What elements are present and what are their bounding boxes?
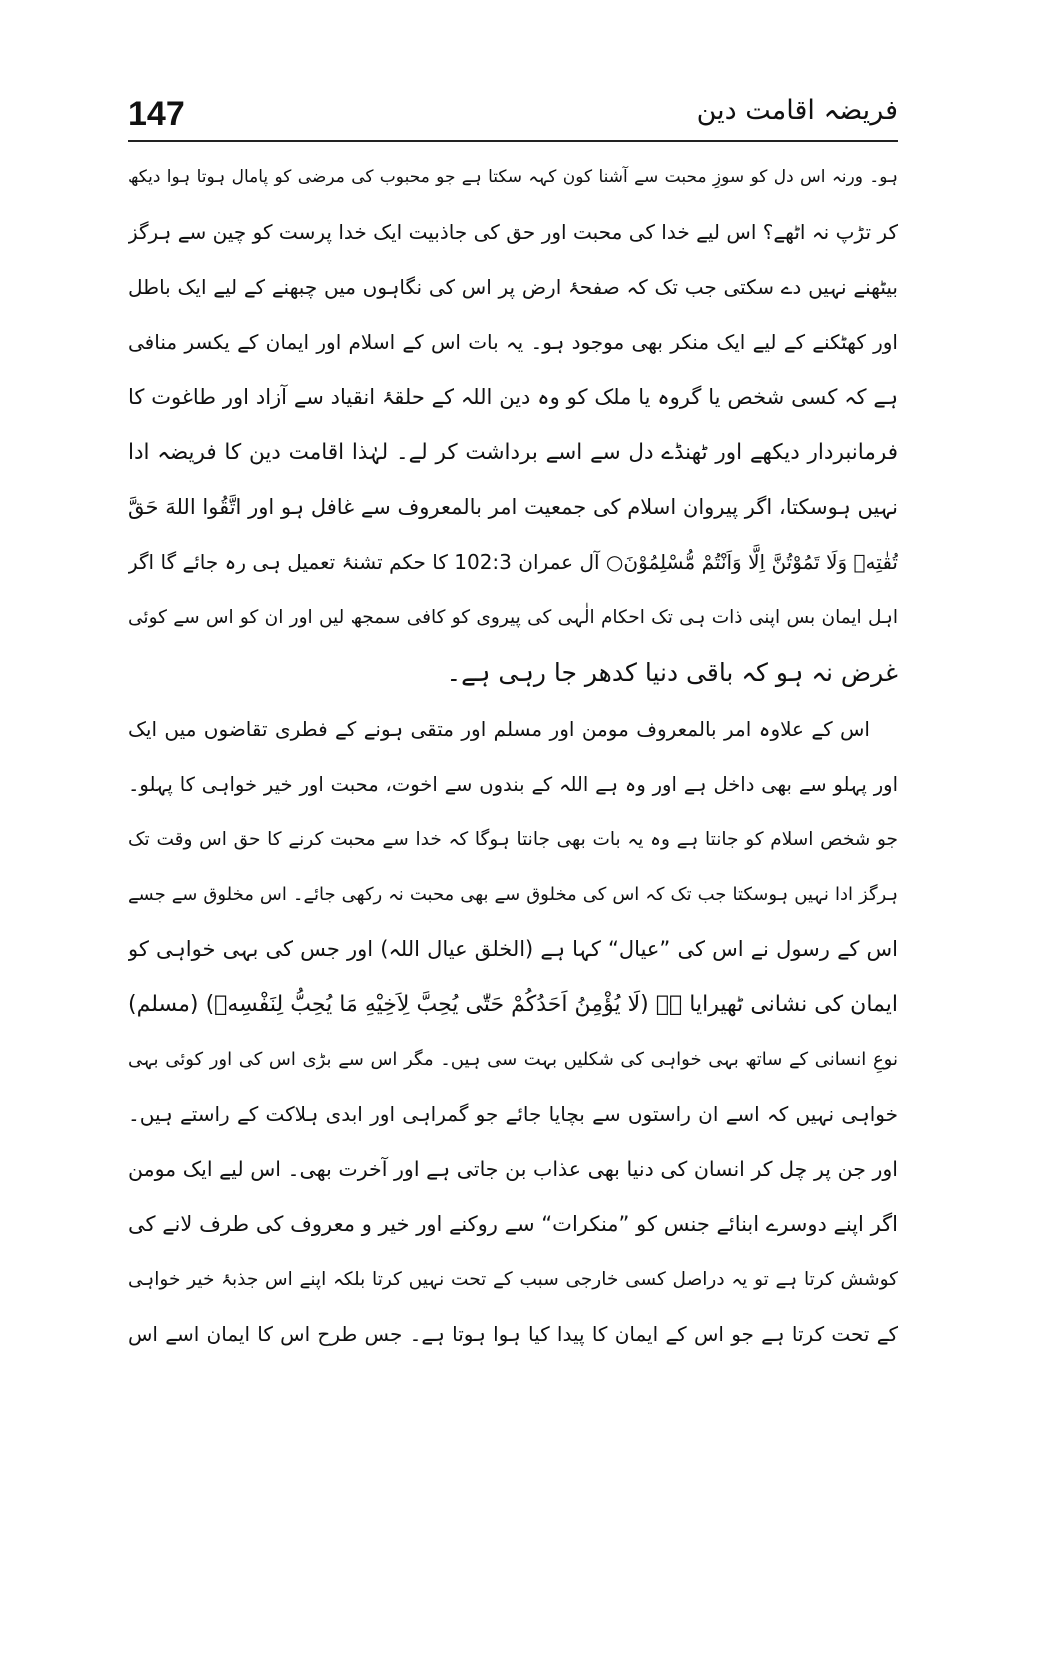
text-line: کے تحت کرتا ہے جو اس کے ایمان کا پیدا کیا ہوا ہوتا ہے۔ جس طرح اس کا ایمان اسے اس [128,1322,898,1346]
body-text [128,150,898,1362]
text-line: بیٹھنے نہیں دے سکتی جب تک کہ صفحۂ ارض پر اس کی نگاہوں میں چبھنے کے لیے ایک باطل [128,275,898,299]
quran-verse-line: تُقٰتِهٖ وَلَا تَمُوْتُنَّ اِلَّا وَاَنْتُمْ مُّسْلِمُوْنَ○ آل عمران 102:3 کا حکم تشنۂ تعمیل ہی رہ جائے گا اگر [128,550,898,574]
page-header [128,88,898,140]
text-line: خواہی نہیں کہ اسے ان راستوں سے بچایا جائے جو گمراہی اور ابدی ہلاکت کے راستے ہیں۔ [128,1102,898,1126]
text-line: اس کے علاوہ امر بالمعروف مومن اور مسلم اور متقی ہونے کے فطری تقاضوں میں ایک [128,717,870,741]
text-line: نہیں ہوسکتا، اگر پیروان اسلام کی جمعیت امر بالمعروف سے غافل ہو اور اتَّقُوا اللهَ حَقَّ [128,495,898,519]
text-line: اور پہلو سے بھی داخل ہے اور وہ ہے اللہ کے بندوں سے اخوت، محبت اور خیر خواہی کا پہلو۔ [128,773,898,796]
text-line: اور کھٹکنے کے لیے ایک منکر بھی موجود ہو۔ یہ بات اس کے اسلام اور ایمان کے یکسر منافی [128,330,898,354]
text-line: غرض نہ ہو کہ باقی دنیا کدھر جا رہی ہے۔ [446,658,898,687]
text-line: کر تڑپ نہ اٹھے؟ اس لیے خدا کی محبت اور حق کی جاذبیت ایک خدا پرست کو چین سے ہرگز [128,220,898,244]
header-divider [128,140,898,142]
text-line: کوشش کرتا ہے تو یہ دراصل کسی خارجی سبب کے تحت نہیں کرتا بلکہ اپنے اس جذبۂ خیر خواہی [128,1269,898,1290]
text-line: ہے کہ کسی شخص یا گروہ یا ملک کو وہ دین اللہ کے حلقۂ انقیاد سے آزاد اور طاغوت کا [128,385,898,409]
text-line: اس کے رسول نے اس کی ”عیال“ کہا ہے (الخلق عیال اللہ) اور جس کی بہی خواہی کو [128,937,898,961]
text-line: فرمانبردار دیکھے اور ٹھنڈے دل سے اسے برداشت کر لے۔ لہٰذا اقامت دین کا فریضہ ادا [128,440,898,465]
page-number: 147 [128,95,185,133]
running-title: فریضہ اقامت دین [696,95,898,126]
text-line: اگر اپنے دوسرے ابنائے جنس کو ”منکرات“ سے روکنے اور خیر و معروف کی طرف لانے کی [128,1212,898,1236]
text-line: ہرگز ادا نہیں ہوسکتا جب تک کہ اس کی مخلوق سے بھی محبت نہ رکھی جائے۔ اس مخلوق سے جسے [128,884,898,905]
paragraph-1 [128,150,898,700]
text-line: جو شخص اسلام کو جانتا ہے وہ یہ بات بھی جانتا ہوگا کہ خدا سے محبت کرنے کا حق اس وقت تک [128,829,898,850]
text-line: ہو۔ ورنہ اس دل کو سوزِ محبت سے آشنا کون کہہ سکتا ہے جو محبوب کی مرضی کو پامال ہوتا ہوا دیکھ [128,167,898,187]
hadith-line: ایمان کی نشانی ٹھیرایا ہے (لَا یُؤْمِنُ اَحَدُکُمْ حَتّٰی یُحِبَّ لِاَخِیْهِ مَا یُحِبُّ لِنَفْسِهٖ) (مسلم) [128,992,898,1017]
text-line: اور جن پر چل کر انسان کی دنیا بھی عذاب بن جاتی ہے اور آخرت بھی۔ اس لیے ایک مومن [128,1157,898,1181]
text-line: اہل ایمان بس اپنی ذات ہی تک احکام الٰہی کی پیروی کو کافی سمجھ لیں اور ان کو اس سے کوئی [128,607,898,628]
text-line: نوعِ انسانی کے ساتھ بہی خواہی کی شکلیں بہت سی ہیں۔ مگر اس سے بڑی اس کی اور کوئی بہی [128,1049,898,1070]
paragraph-2 [128,702,898,1362]
